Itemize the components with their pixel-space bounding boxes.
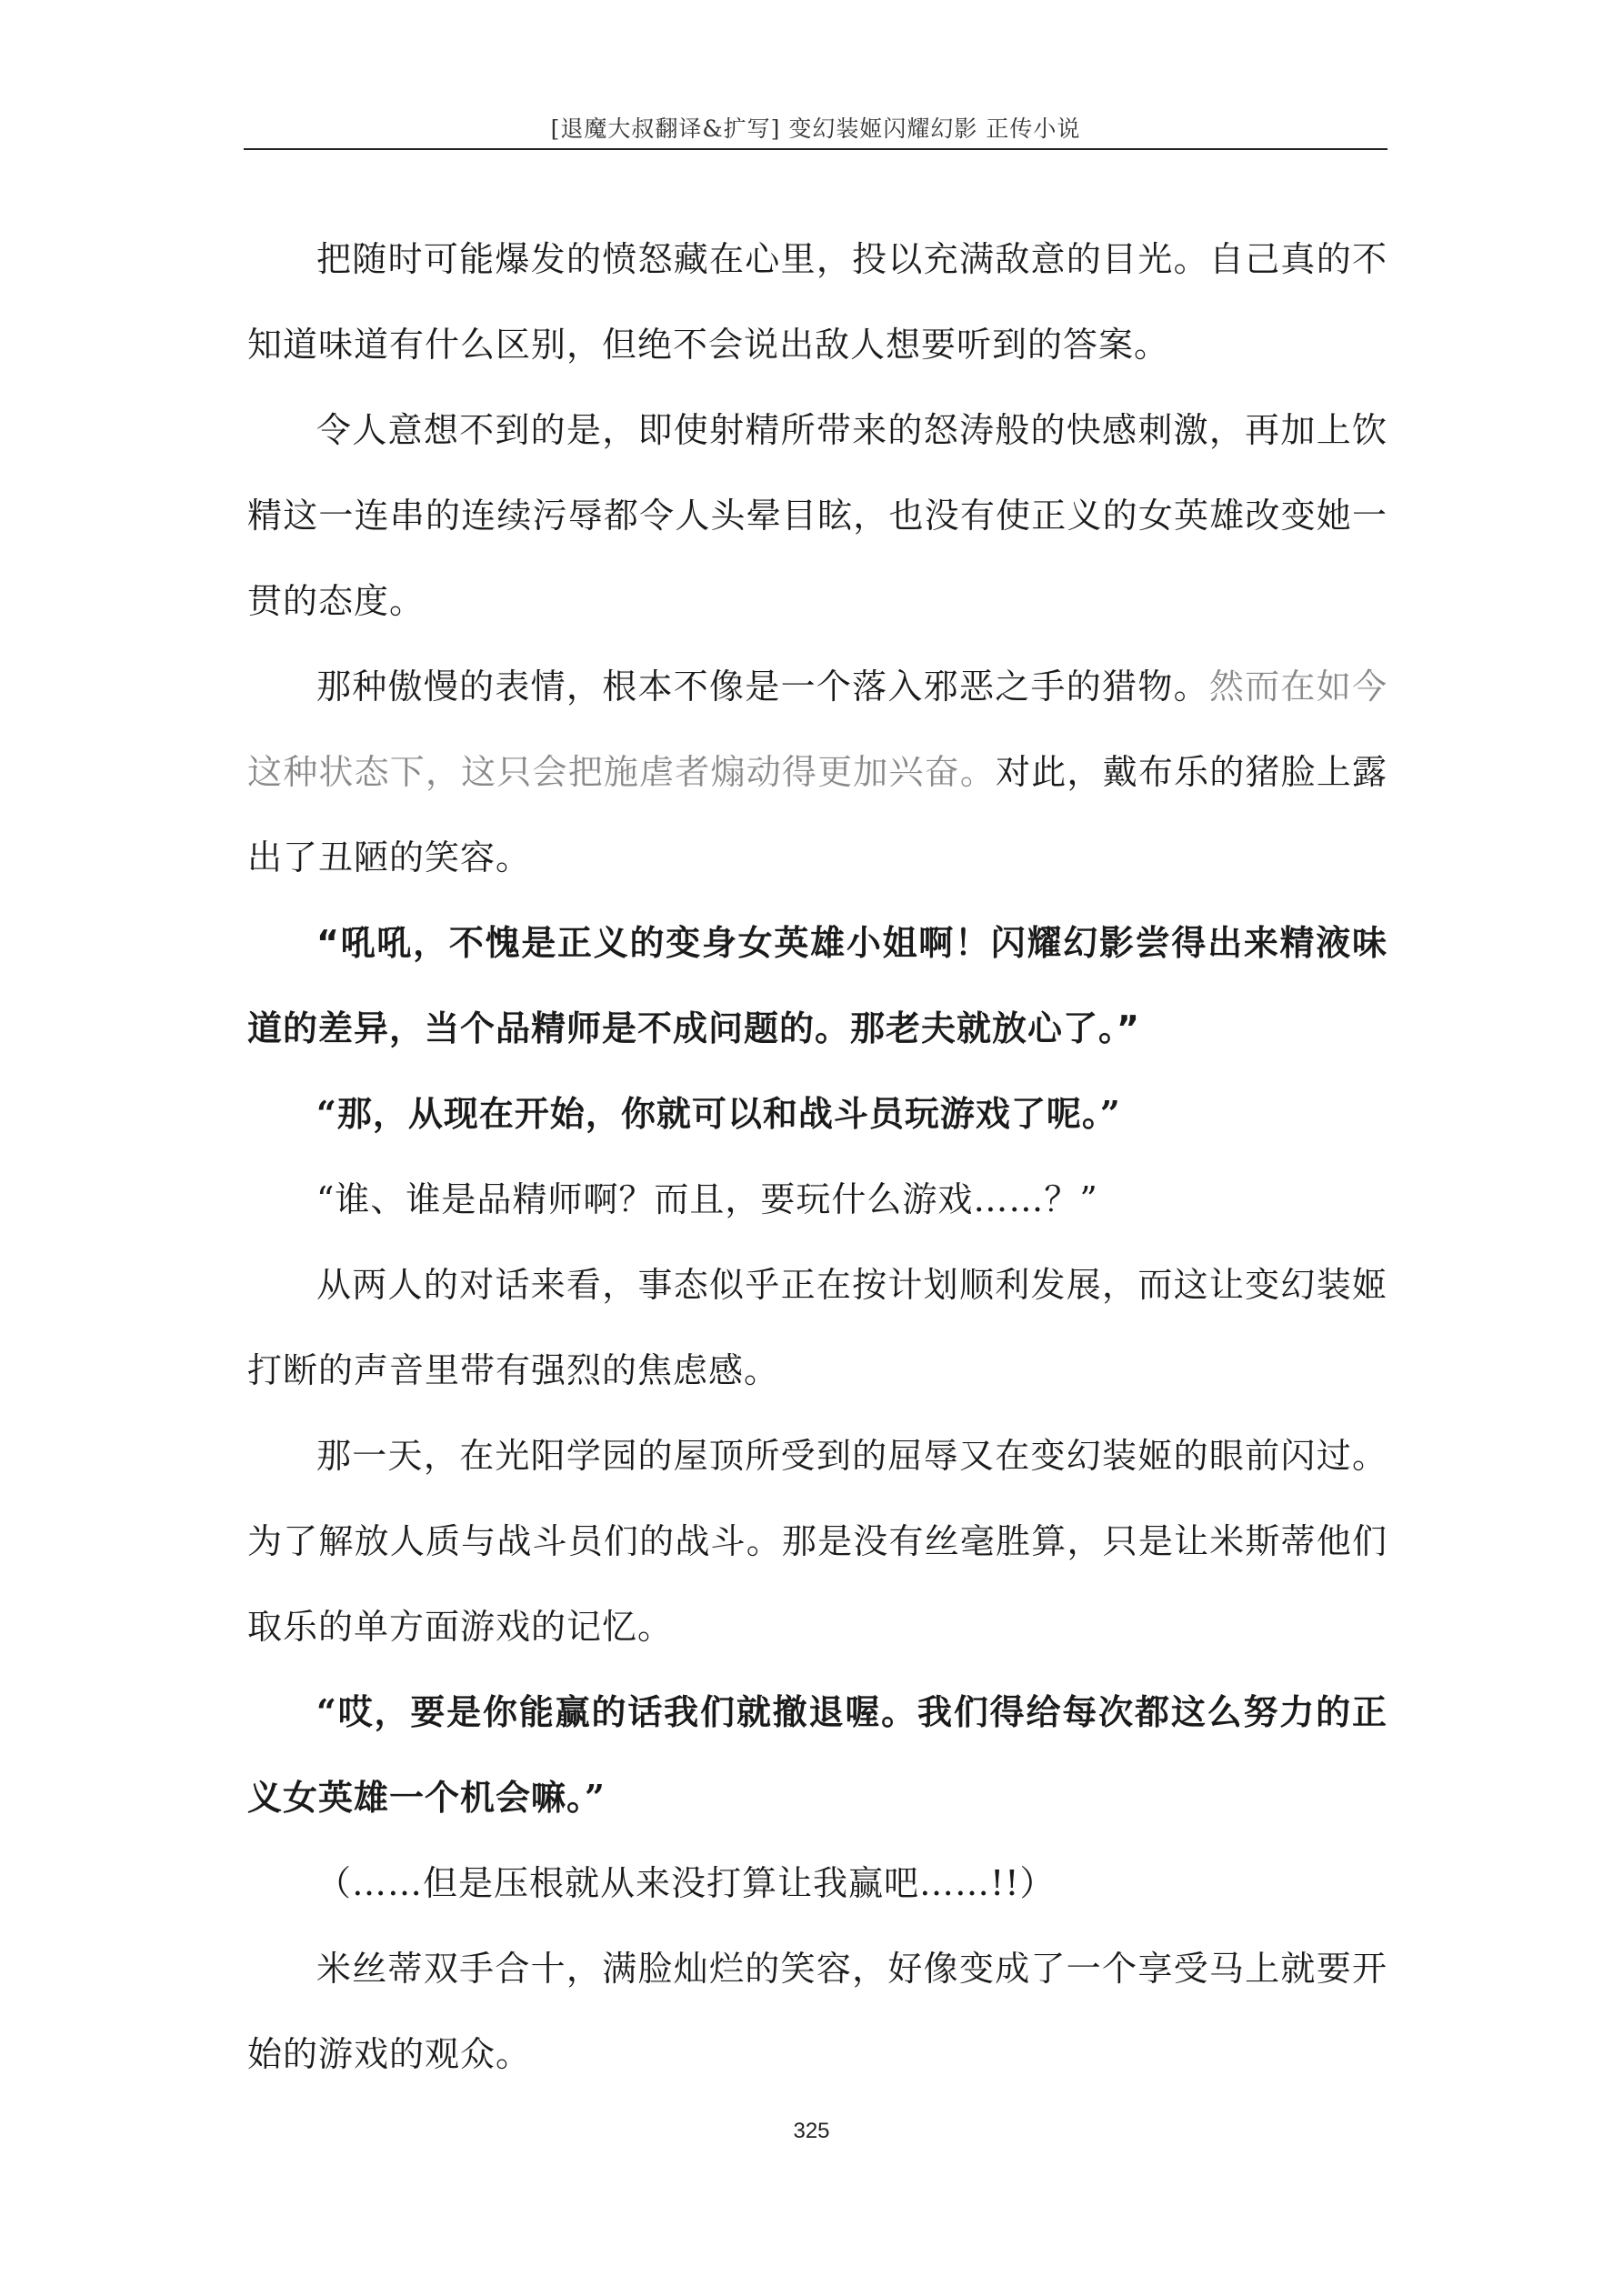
paragraph-5: 那一天，在光阳学园的屋顶所受到的屈辱又在变幻装姬的眼前闪过。为了解放人质与战斗员们的战斗。那是没有丝毫胜算，只是让米斯蒂他们取乐的单方面游戏的记忆。	[247, 1436, 1388, 1647]
paragraph-6: 米丝蒂双手合十，满脸灿烂的笑容，好像变成了一个享受马上就要开始的游戏的观众。	[247, 1949, 1388, 2074]
header-rule	[244, 148, 1388, 150]
paragraph-3-grey-text: 然而在如今这种状态下，这只会把施虐者煽动得更加兴奋。	[247, 667, 1388, 792]
paragraph-1: 把随时可能爆发的愤怒藏在心里，投以充满敌意的目光。自己真的不知道味道有什么区别，但绝不会说出敌人想要听到的答案。	[247, 239, 1388, 365]
paragraph-3-tail-text: 对此，戴布乐的猪脸上露出了丑陋的笑容。	[247, 752, 1388, 877]
inner-thought: （……但是压根就从来没打算让我赢吧……!!）	[316, 1863, 1056, 1903]
running-header: [退魔大叔翻译&扩写] 变幻装姬闪耀幻影 正传小说	[550, 115, 1081, 142]
paragraph-4: 从两人的对话来看，事态似乎正在按计划顺利发展，而这让变幻装姬打断的声音里带有强烈的焦虑感。	[247, 1265, 1388, 1390]
dialogue-misty: “哎，要是你能赢的话我们就撤退喔。我们得给每次都这么努力的正义女英雄一个机会嘛。”	[247, 1691, 1388, 1818]
dialogue-game: “那，从现在开始，你就可以和战斗员玩游戏了呢。”	[316, 1093, 1121, 1134]
paragraph-2: 令人意想不到的是，即使射精所带来的怒涛般的快感刺激，再加上饮精这一连串的连续污辱都令人头晕目眩，也没有使正义的女英雄改变她一贯的态度。	[247, 410, 1388, 621]
dialogue-deburu: “吼吼，不愧是正义的变身女英雄小姐啊！闪耀幻影尝得出来精液味道的差异，当个品精师是不成问题的。那老夫就放心了。”	[247, 923, 1388, 1048]
page-body	[247, 216, 1388, 2097]
dialogue-heroine: “谁、谁是品精师啊？而且，要玩什么游戏……？”	[316, 1179, 1098, 1219]
paragraph-3-normal-text: 那种傲慢的表情，根本不像是一个落入邪恶之手的猎物。	[316, 667, 1209, 707]
page-number: 325	[793, 2119, 830, 2143]
paragraph-3	[247, 644, 1388, 900]
